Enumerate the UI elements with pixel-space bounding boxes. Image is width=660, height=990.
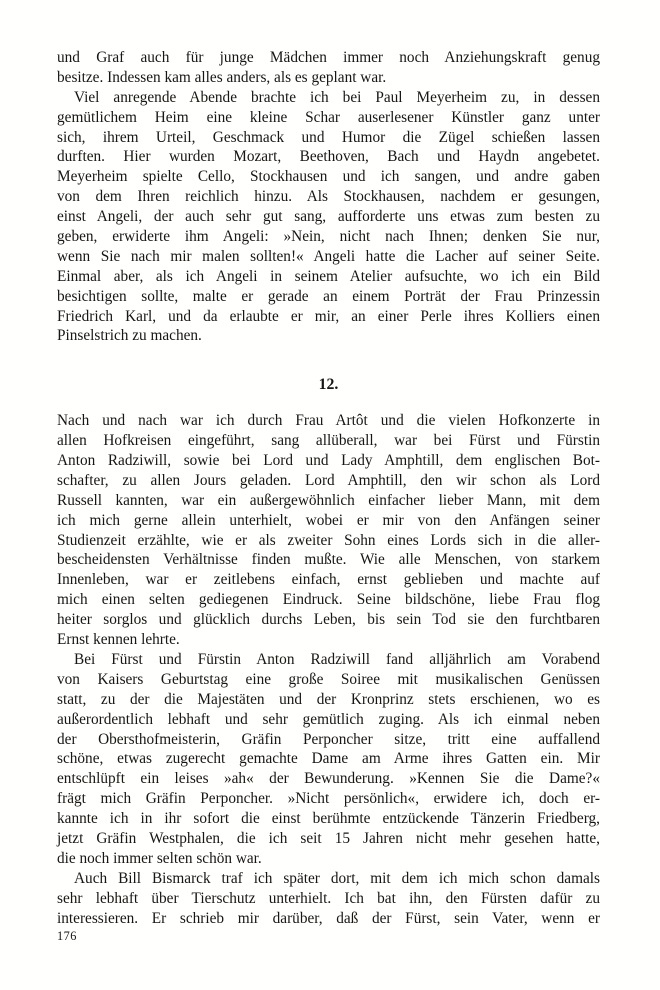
text-line: entschlüpft ein leises »ah« der Bewunderung. »Kennen Sie die Dame?« [57,770,600,788]
text-line: besichtigen sollte, malte er gerade an einem Porträt der Frau Prinzessin [57,287,600,305]
text-line: ich mich gerne allein unterhielt, wobei er mir von den Anfängen seiner [57,511,600,529]
text-line: die noch immer selten schön war. [57,849,262,867]
text-line: Studienzeit erzählte, wie er als zweiter Sohn eines Lords sich in die aller- [57,531,600,549]
text-line: statt, zu der die Majestäten und der Kronprinz stets erschienen, wo es [57,690,600,708]
text-line: allen Hofkreisen eingeführt, sang allüberall, war bei Fürst und Fürstin [57,432,600,450]
text-line: außerordentlich lebhaft und sehr gemütlich zuging. Als ich einmal neben [57,710,600,728]
text-line: durften. Hier wurden Mozart, Beethoven, Bach und Haydn angebetet. [57,148,600,166]
text-line: und Graf auch für junge Mädchen immer noch Anziehungskraft genug [57,49,600,66]
text-line: einst Angeli, der auch sehr gut sang, aufforderte uns etwas zum besten zu [57,208,600,226]
text-line: schöne, etwas zugerecht gemachte Dame am Arme ihres Gatten ein. Mir [57,750,600,768]
page-number: 176 [57,929,77,943]
text-line: kannte ich in ihr sofort die einst berühmte entzückende Tänzerin Friedberg, [57,810,600,828]
text-line: Einmal aber, als ich Angeli in seinem Atelier aufsuchte, wo ich ein Bild [57,267,600,285]
text-line: wenn Sie nach mir malen sollten!« Angeli hatte die Lacher auf seiner Seite. [57,247,600,265]
text-line: mich einen selten gediegenen Eindruck. Seine bildschöne, liebe Frau flog [57,591,600,609]
text-line: Pinselstrich zu machen. [57,327,202,345]
text-line: heiter sorglos und glücklich durchs Leben, bis sein Tod sie den furchtbaren [57,611,600,629]
text-line: sehr lebhaft über Tierschutz unterhielt. Ich bat ihn, den Fürsten dafür zu [57,889,600,907]
text-line: Friedrich Karl, und da erlaubte er mir, an einer Perle ihres Kolliers einen [57,307,600,325]
text-line: besitze. Indessen kam alles anders, als es geplant war. [57,68,387,86]
text-line: gemütlichem Heim eine kleine Schar auserlesener Künstler ganz unter [57,108,600,126]
text-line: bescheidensten Verhältnisse finden mußte. Wie alle Menschen, von starkem [57,551,600,569]
text-line: Auch Bill Bismarck traf ich später dort, mit dem ich mich schon damals [74,869,600,887]
text-line: der Obersthofmeisterin, Gräfin Perponcher sitze, tritt eine auffallend [57,730,600,748]
text-line: Russell kannten, war ein außergewöhnlich einfacher lieber Mann, mit dem [57,491,600,509]
text-line: Anton Radziwill, sowie bei Lord und Lady Amphtill, dem englischen Bot- [57,452,600,470]
text-line: Nach und nach war ich durch Frau Artôt und die vielen Hofkonzerte in [57,412,600,430]
text-line: Ernst kennen lehrte. [57,631,180,649]
text-line: von Kaisers Geburtstag eine große Soiree mit musikalischen Genüssen [57,670,600,688]
text-line: geben, erwiderte ihm Angeli: »Nein, nicht nach Ihnen; denken Sie nur, [57,228,600,246]
text-line: jetzt Gräfin Westphalen, die ich seit 15 Jahren nicht mehr gesehen hatte, [57,829,600,847]
text-line: interessieren. Er schrieb mir darüber, daß der Fürst, sein Vater, wenn er [57,909,600,927]
text-line: schafter, zu allen Jours geladen. Lord Amphtill, den wir schon als Lord [57,471,600,489]
section-heading: 12. [318,376,339,394]
text-line: von dem Ihren reichlich hinzu. Als Stockhausen, nachdem er gesungen, [57,188,600,206]
text-line: sich, ihrem Urteil, Geschmack und Humor die Zügel schießen lassen [57,128,600,146]
text-line: frägt mich Gräfin Perponcher. »Nicht persönlich«, erwidere ich, doch er- [57,790,600,808]
text-line: Meyerheim spielte Cello, Stockhausen und ich sangen, und andre gaben [57,168,600,186]
text-line: Viel anregende Abende brachte ich bei Paul Meyerheim zu, in dessen [74,88,600,106]
text-line: Bei Fürst und Fürstin Anton Radziwill fand alljährlich am Vorabend [74,650,600,668]
text-line: Innenleben, war er zeitlebens einfach, ernst geblieben und machte auf [57,571,600,589]
page-body [57,48,600,928]
